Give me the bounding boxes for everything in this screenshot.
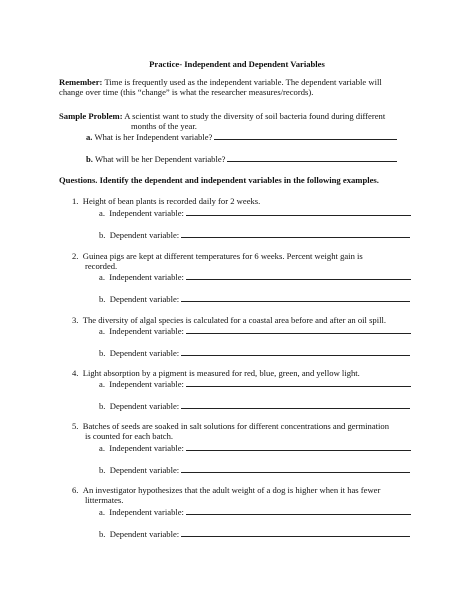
question-6-line-2: littermates. bbox=[85, 495, 124, 505]
question-4-independent bbox=[99, 378, 411, 389]
sample-b-text: What will be her Dependent variable? bbox=[94, 154, 226, 164]
questions-heading: Questions. Identify the dependent and independent variables in the following examples. bbox=[59, 175, 379, 185]
question-4 bbox=[72, 368, 360, 378]
dependent-label: Dependent variable: bbox=[109, 465, 180, 475]
question-6-independent bbox=[99, 506, 411, 517]
item-letter: b. bbox=[99, 294, 106, 304]
independent-label: Independent variable: bbox=[109, 326, 184, 336]
item-letter: a. bbox=[99, 443, 105, 453]
answer-line[interactable] bbox=[181, 229, 410, 238]
question-5 bbox=[72, 421, 389, 431]
answer-line[interactable] bbox=[186, 271, 411, 280]
dependent-label: Dependent variable: bbox=[109, 230, 180, 240]
question-1-dependent bbox=[99, 229, 410, 240]
item-letter: a. bbox=[99, 379, 105, 389]
question-text: An investigator hypothesizes that the adult weight of a dog is higher when it has fewer bbox=[82, 485, 381, 495]
question-number: 4. bbox=[72, 368, 79, 378]
remember-text-1: Time is frequently used as the independent variable. The dependent variable will bbox=[104, 77, 382, 87]
remember-label: Remember: bbox=[59, 77, 103, 87]
answer-line[interactable] bbox=[181, 464, 410, 473]
sample-a-answer-line[interactable] bbox=[214, 131, 397, 140]
question-text: Light absorption by a pigment is measured for red, blue, green, and yellow light. bbox=[82, 368, 360, 378]
question-4-dependent bbox=[99, 400, 410, 411]
independent-label: Independent variable: bbox=[109, 443, 184, 453]
answer-line[interactable] bbox=[186, 378, 411, 387]
question-number: 1. bbox=[72, 196, 79, 206]
sample-problem-text-2: months of the year. bbox=[131, 121, 197, 131]
remember-line-1 bbox=[59, 77, 382, 87]
question-text: Batches of seeds are soaked in salt solutions for different concentrations and germination bbox=[82, 421, 390, 431]
question-6-dependent bbox=[99, 528, 410, 539]
question-6 bbox=[72, 485, 380, 495]
dependent-label: Dependent variable: bbox=[109, 348, 180, 358]
remember-text-2: change over time (this “change” is what the researcher measures/records). bbox=[59, 87, 314, 97]
answer-line[interactable] bbox=[186, 442, 411, 451]
sample-a-letter: a. bbox=[86, 132, 93, 142]
item-letter: b. bbox=[99, 529, 106, 539]
sample-a-text: What is her Independent variable? bbox=[94, 132, 213, 142]
sample-problem-label: Sample Problem: bbox=[59, 111, 123, 121]
item-letter: b. bbox=[99, 230, 106, 240]
question-1-independent bbox=[99, 207, 411, 218]
item-letter: a. bbox=[99, 326, 105, 336]
question-3 bbox=[72, 315, 386, 325]
item-letter: b. bbox=[99, 401, 106, 411]
item-letter: a. bbox=[99, 208, 105, 218]
answer-line[interactable] bbox=[181, 293, 410, 302]
question-number: 3. bbox=[72, 315, 79, 325]
question-2-independent bbox=[99, 271, 411, 282]
sample-question-a bbox=[86, 131, 397, 142]
dependent-label: Dependent variable: bbox=[109, 294, 180, 304]
question-text: The diversity of algal species is calculated for a coastal area before and after an oil spill. bbox=[82, 315, 387, 325]
item-letter: a. bbox=[99, 272, 105, 282]
question-2-dependent bbox=[99, 293, 410, 304]
question-3-independent bbox=[99, 325, 411, 336]
item-letter: a. bbox=[99, 507, 105, 517]
question-5-dependent bbox=[99, 464, 410, 475]
answer-line[interactable] bbox=[186, 325, 411, 334]
answer-line[interactable] bbox=[181, 528, 410, 537]
independent-label: Independent variable: bbox=[109, 208, 184, 218]
question-text: Height of bean plants is recorded daily for 2 weeks. bbox=[82, 196, 261, 206]
answer-line[interactable] bbox=[181, 347, 410, 356]
question-1 bbox=[72, 196, 260, 206]
answer-line[interactable] bbox=[186, 506, 411, 515]
independent-label: Independent variable: bbox=[109, 379, 184, 389]
question-5-line-2: is counted for each batch. bbox=[85, 431, 174, 441]
dependent-label: Dependent variable: bbox=[109, 529, 180, 539]
sample-problem-line-1 bbox=[59, 111, 385, 121]
independent-label: Independent variable: bbox=[109, 272, 184, 282]
answer-line[interactable] bbox=[186, 207, 411, 216]
question-number: 6. bbox=[72, 485, 79, 495]
sample-problem-text-1: A scientist want to study the diversity of soil bacteria found during different bbox=[124, 111, 386, 121]
item-letter: b. bbox=[99, 465, 106, 475]
question-number: 5. bbox=[72, 421, 79, 431]
question-2 bbox=[72, 251, 363, 261]
item-letter: b. bbox=[99, 348, 106, 358]
independent-label: Independent variable: bbox=[109, 507, 184, 517]
sample-b-answer-line[interactable] bbox=[227, 153, 397, 162]
question-text: Guinea pigs are kept at different temperatures for 6 weeks. Percent weight gain is bbox=[82, 251, 363, 261]
worksheet-title: Practice- Independent and Dependent Variables bbox=[149, 59, 325, 69]
sample-b-letter: b. bbox=[86, 154, 93, 164]
question-5-independent bbox=[99, 442, 411, 453]
sample-question-b bbox=[86, 153, 397, 164]
dependent-label: Dependent variable: bbox=[109, 401, 180, 411]
question-number: 2. bbox=[72, 251, 79, 261]
question-2-line-2: recorded. bbox=[85, 261, 118, 271]
answer-line[interactable] bbox=[181, 400, 410, 409]
question-3-dependent bbox=[99, 347, 410, 358]
